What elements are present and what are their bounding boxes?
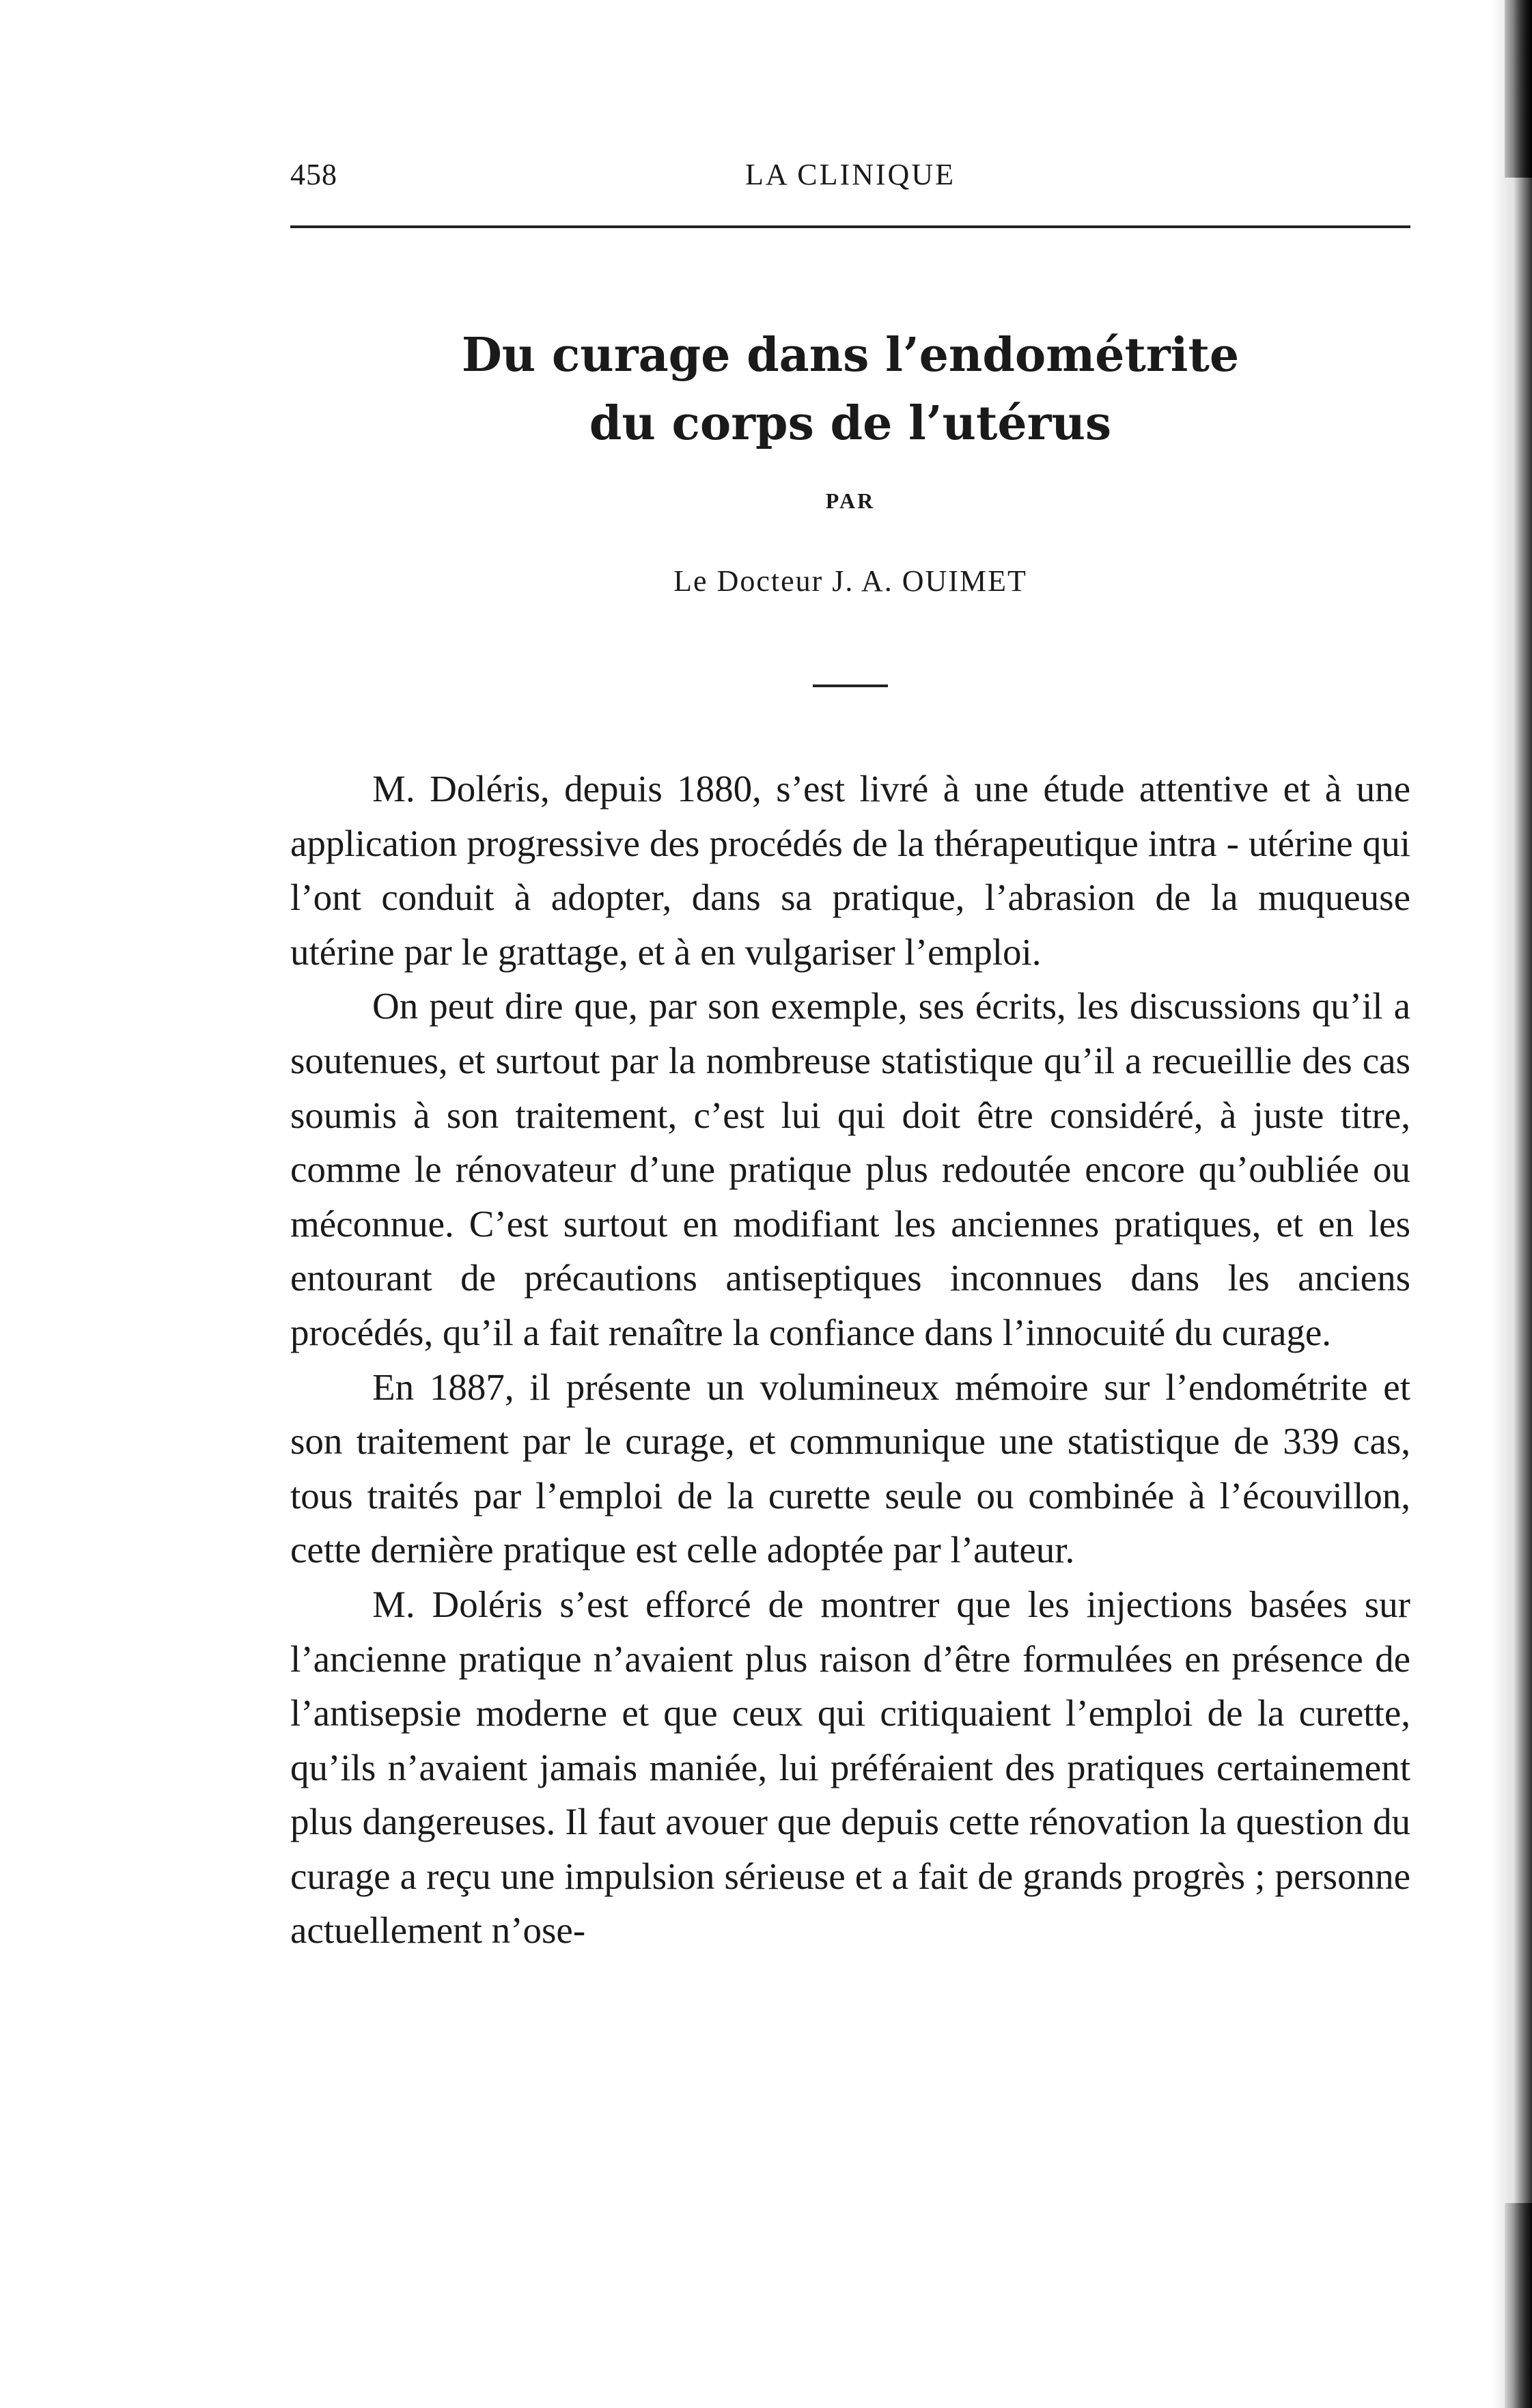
by-label: PAR <box>825 488 876 513</box>
page-edge-shadow <box>1491 0 1532 2408</box>
section-divider <box>813 684 888 687</box>
article-title <box>290 321 1410 458</box>
article-body <box>290 762 1410 1958</box>
paragraph: M. Doléris, depuis 1880, s’est livré à une étude attentive et à une application progressive des procédés de la thérapeutique intra - utérine qui l’ont conduit à adopter, dans sa pratique, l’abrasion de la muqueuse utérine par le grattage, et à en vulgariser l’emploi. <box>290 768 1410 973</box>
paragraph: On peut dire que, par son exemple, ses écrits, les discussions qu’il a soutenues, et surtout par la nombreuse statistique qu’il a recueillie des cas soumis à son traitement, c’est lui qui doit être considéré, à juste titre, comme le rénovateur d’une pratique plus redoutée encore qu’oubliée ou méconnue. C’est surtout en modifiant les anciennes pratiques, et en les entourant de précautions antiseptiques inconnues dans les anciens procédés, qu’il a fait renaître la confiance dans l’innocuité du curage. <box>290 985 1410 1353</box>
page-edge-shadow-bottom <box>1505 2203 1532 2408</box>
article-title-line-1: Du curage dans l’endométrite <box>461 328 1240 383</box>
author-line: Le Docteur J. A. OUIMET <box>673 564 1027 598</box>
header-rule <box>290 225 1410 228</box>
paragraph: M. Doléris s’est efforcé de montrer que les injections basées sur l’ancienne pratique n’avaient plus raison d’être formulées en présence de l’antisepsie moderne et que ceux qui critiquaient l’emploi de la curette, qu’ils n’avaient jamais maniée, lui préféraient des pratiques certainement plus dangereuses. Il faut avouer que depuis cette rénovation la question du curage a reçu une impulsion sérieuse et a fait de grands progrès ; personne actuellement n’ose- <box>290 1583 1410 1952</box>
running-head <box>290 150 1410 198</box>
page-edge-shadow-top <box>1505 0 1532 178</box>
paragraph: En 1887, il présente un volumineux mémoire sur l’endométrite et son traitement par le curage, et communique une statistique de 339 cas, tous traités par l’emploi de la curette seule ou combinée à l’écouvillon, cette dernière pratique est celle adoptée par l’auteur. <box>290 1366 1410 1571</box>
journal-title: LA CLINIQUE <box>745 158 956 191</box>
page-number: 458 <box>290 158 337 191</box>
article-title-line-2: du corps de l’utérus <box>589 396 1112 451</box>
